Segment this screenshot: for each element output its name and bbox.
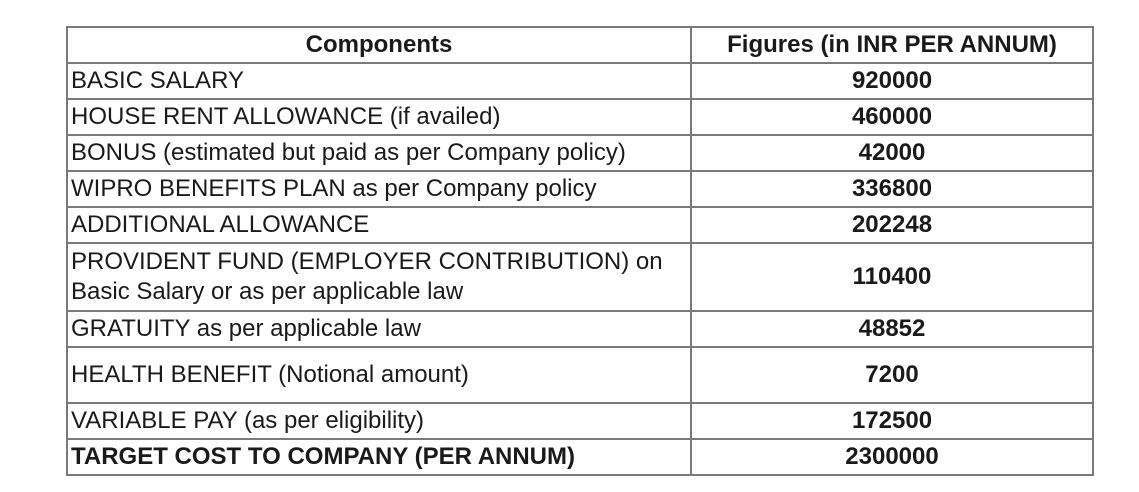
component-cell: BONUS (estimated but paid as per Company policy)	[67, 135, 691, 171]
component-cell: GRATUITY as per applicable law	[67, 311, 691, 347]
total-row	[67, 439, 1093, 475]
figure-cell: 42000	[691, 135, 1093, 171]
table-header-row	[67, 27, 1093, 63]
figure-cell: 202248	[691, 207, 1093, 243]
salary-table-container	[66, 26, 1092, 476]
figure-cell: 110400	[691, 243, 1093, 311]
table-row	[67, 135, 1093, 171]
component-cell: HEALTH BENEFIT (Notional amount)	[67, 347, 691, 403]
component-cell: VARIABLE PAY (as per eligibility)	[67, 403, 691, 439]
total-figure-cell: 2300000	[691, 439, 1093, 475]
component-cell: BASIC SALARY	[67, 63, 691, 99]
component-cell: WIPRO BENEFITS PLAN as per Company policy	[67, 171, 691, 207]
table-row	[67, 63, 1093, 99]
figure-cell: 48852	[691, 311, 1093, 347]
table-row	[67, 243, 1093, 311]
table-row	[67, 347, 1093, 403]
table-row	[67, 99, 1093, 135]
figure-cell: 7200	[691, 347, 1093, 403]
table-row	[67, 171, 1093, 207]
component-cell: ADDITIONAL ALLOWANCE	[67, 207, 691, 243]
figure-cell: 920000	[691, 63, 1093, 99]
figure-cell: 460000	[691, 99, 1093, 135]
table-row	[67, 403, 1093, 439]
figure-cell: 336800	[691, 171, 1093, 207]
total-component-cell: TARGET COST TO COMPANY (PER ANNUM)	[67, 439, 691, 475]
salary-breakup-table	[66, 26, 1094, 476]
header-figures: Figures (in INR PER ANNUM)	[691, 27, 1093, 63]
header-components: Components	[67, 27, 691, 63]
figure-cell: 172500	[691, 403, 1093, 439]
table-row	[67, 311, 1093, 347]
component-cell: PROVIDENT FUND (EMPLOYER CONTRIBUTION) on Basic Salary or as per applicable law	[67, 243, 691, 311]
component-cell: HOUSE RENT ALLOWANCE (if availed)	[67, 99, 691, 135]
table-row	[67, 207, 1093, 243]
